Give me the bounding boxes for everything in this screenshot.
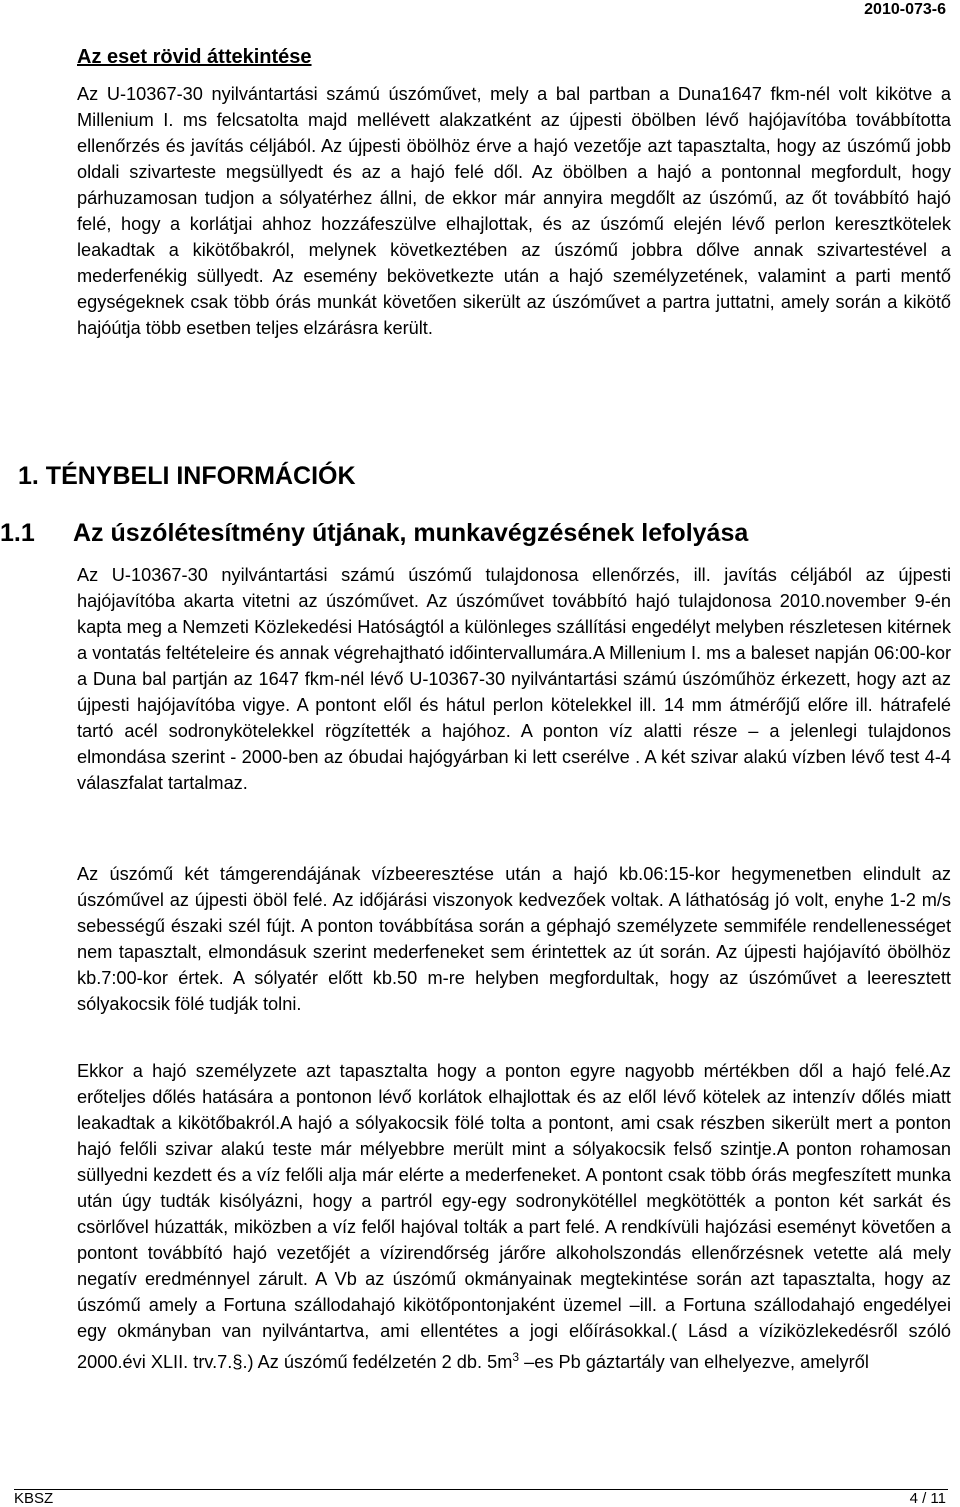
paragraph-incident-text: Ekkor a hajó személyzete azt tapasztalta hogy a ponton egyre nagyobb mértékben dől a hajó felé.Az erőteljes dőlés hatására a pontonon lévő korlátok elhajlottak és az elől lévő kötelek az intenzív dőlés miatt leakadtak a kikötőbakról.A hajó a sólyakocsik fölé tolta a pontont, ami csak részben sikerült mert a ponton hajó felőli szivar alakú teste már mélyebbre merült mint a sólyakocsik felső szintje.A ponton rohamosan süllyedni kezdett és a víz felőli alja már elérte a mederfeneket. A pontont csak több órás megfeszített munka után úgy tudták kisólyázni, hogy a partról egy-egy sodronykötéllel megkötötték a ponton két sarkát és csörlővel húzatták, miközben a víz felől hajóval tolták a part felé. A rendkívüli hajózási eseményt követően a pontont továbbító hajó vezetőjét a vízirendőrség járőre alkoholszondás ellenőrzésnek vetette alá mely negatív eredménnyel zárult. A Vb az úszómű okmányainak megtekintése során azt tapasztalta, hogy az úszómű amely a Fortuna szállodahajó kikötőpontonjaként üzemel –ill. a Fortuna szállodahajó engedélyei egy okmányban van nyilvántartva, ami ellentétes a jogi előírásokkal.( Lásd a víziközlekedésről szóló 2000.évi XLII. trv.7.§.) Az úszómű fedélzetén 2 db. 5m <box>77 1061 951 1373</box>
page-number: 4 / 11 <box>909 1490 946 1507</box>
footer-divider <box>14 1489 948 1490</box>
subsection-number: 1.1 <box>0 519 35 547</box>
paragraph-incident <box>77 1058 951 1375</box>
summary-heading: Az eset rövid áttekintése <box>77 46 312 68</box>
document-id: 2010-073-6 <box>864 1 946 18</box>
paragraph-owner: Az U-10367-30 nyilvántartási számú úszómű tulajdonosa ellenőrzés, ill. javítás céljából az újpesti hajójavítóba akarta vitetni az úszóművet. Az úszóművet továbbító hajó tulajdonosa 2010.november 9-én kapta meg a Nemzeti Közlekedési Hatóságtól a különleges szállítási engedélyt melyben részletesen kitérnek a vontatás feltételeire és annak végrehajtható időintervallumára.A Millenium I. ms a baleset napján 06:00-kor a Duna bal partján az 1647 fkm-nél lévő U-10367-30 nyilvántartási számú úszóműhöz érkezett, hogy azt az újpesti hajójavítóba vigye. A pontont elől és hátul perlon kötelekkel ill. 14 mm átmérőjű előre ill. hátrafelé tartó acél sodronykötelekkel rögzítették a hajóhoz. A ponton víz alatti része – a jelenlegi tulajdonos elmondása szerint - 2000-ben az óbudai hajógyárban ki lett cserélve . A két szivar alakú vízben lévő test 4-4 válaszfalat tartalmaz. <box>77 565 951 793</box>
superscript-three: 3 <box>512 1350 520 1364</box>
paragraph-incident-end: –es Pb gáztartály van elhelyezve, amelyről <box>519 1352 869 1373</box>
paragraph-departure: Az úszómű két támgerendájának vízbeeresztése után a hajó kb.06:15-kor hegymenetben elindult az úszóművel az újpesti öböl felé. Az időjárási viszonyok kedvezőek voltak. A láthatóság jó volt, enyhe 1-2 m/s sebességű északi szél fújt. A ponton továbbítása során a géphajó személyzete semmiféle rendellenességet nem tapasztalt, elmondásuk szerint mederfeneket sem érintettek az út során. Az újpesti hajójavító öbölhöz kb.7:00-kor értek. A sólyatér előtt kb.50 m-re helyben megfordultak, hogy az úszóművet a leeresztett sólyakocsik fölé tudják tolni. <box>77 864 951 1014</box>
subsection-heading <box>0 516 748 550</box>
subsection-title: Az úszólétesítmény útjának, munkavégzésének lefolyása <box>73 519 749 547</box>
footer-organization: KBSZ <box>14 1490 54 1507</box>
section-heading: 1. TÉNYBELI INFORMÁCIÓK <box>18 462 356 490</box>
summary-paragraph: Az U-10367-30 nyilvántartási számú úszóművet, mely a bal partban a Duna1647 fkm-nél volt kikötve a Millenium I. ms felcsatolta majd mellévett alakzatként az újpesti öbölben lévő hajójavítóba továbbította ellenőrzés és javítás céljából. Az újpesti öbölhöz érve a hajó vezetője azt tapasztalta, hogy az úszómű jobb oldali szivarteste megsüllyedt és az a hajó felé dől. Az öbölben a hajó a pontonnal megfordult, hogy párhuzamosan tudjon a sólyatérhez állni, de ekkor már annyira megdőlt az úszómű, az őt továbbító hajó felé, hogy a korlátjai ahhoz hozzáfeszülve elhajlottak, és az úszómű elején lévő perlon keresztkötelek leakadtak a kikötőbakról, melynek következtében az úszómű jobbra dőlve annak szivartestével a mederfenékig süllyedt. Az esemény bekövetkezte után a hajó személyzetének, valamint a parti mentő egységeknek csak több órás munkát követően sikerült az úszóművet a partra juttatni, amely során a kikötő hajóútja több esetben teljes elzárásra került. <box>77 84 951 338</box>
